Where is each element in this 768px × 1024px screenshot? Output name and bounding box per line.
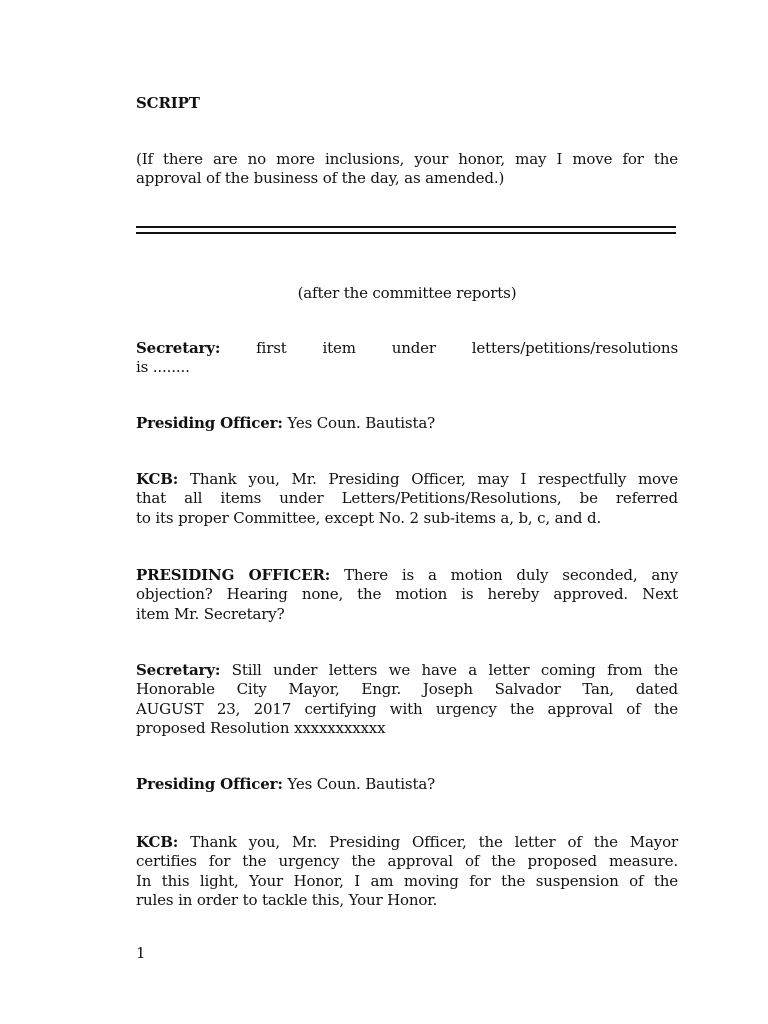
entry-text: Yes Coun. Bautista? xyxy=(287,414,436,432)
entry-line: that all items under Letters/Petitions/Resolutions, be referred xyxy=(136,489,678,508)
entry-line: is ........ xyxy=(136,358,190,377)
entry-first-line xyxy=(136,414,678,433)
entry-text: Thank you, Mr. Presiding Officer, may I respectfully move xyxy=(189,470,678,488)
entry-text: Thank you, Mr. Presiding Officer, the letter of the Mayor xyxy=(190,833,678,851)
dialogue-entry xyxy=(136,661,678,738)
title-text: SCRIPT xyxy=(136,94,200,112)
entry-line: objection? Hearing none, the motion is hereby approved. Next xyxy=(136,585,678,604)
speaker-label: Presiding Officer: xyxy=(136,775,283,793)
entry-first-line xyxy=(136,775,678,794)
page-number: 1 xyxy=(136,944,146,962)
dialogue-entry xyxy=(136,470,678,528)
speaker-label: KCB: xyxy=(136,470,179,488)
entry-line: AUGUST 23, 2017 certifying with urgency the approval of the xyxy=(136,699,678,718)
entry-line: certifies for the urgency the approval of the proposed measure. xyxy=(136,852,678,871)
entry-line: In this light, Your Honor, I am moving for the suspension of the xyxy=(136,871,678,890)
speaker-label: KCB: xyxy=(136,833,179,851)
dialogue-entry xyxy=(136,339,678,378)
entry-line: Honorable City Mayor, Engr. Joseph Salvador Tan, dated xyxy=(136,680,678,699)
intro-line: approval of the business of the day, as amended.) xyxy=(136,169,505,188)
section-note-text: (after the committee reports) xyxy=(297,284,517,302)
intro-paragraph xyxy=(136,150,678,189)
speaker-label: PRESIDING OFFICER: xyxy=(136,566,331,584)
document-title xyxy=(136,94,678,113)
entry-first-line xyxy=(136,339,678,358)
speaker-label: Presiding Officer: xyxy=(136,414,283,432)
entry-text: Still under letters we have a letter coming from the xyxy=(231,661,679,679)
dialogue-entry xyxy=(136,414,678,433)
entry-text: Yes Coun. Bautista? xyxy=(287,775,436,793)
entry-line: item Mr. Secretary? xyxy=(136,604,285,623)
entry-line: proposed Resolution xxxxxxxxxxx xyxy=(136,718,386,737)
entry-line: to its proper Committee, except No. 2 sub-items a, b, c, and d. xyxy=(136,508,602,527)
speaker-label: Secretary: xyxy=(136,339,221,357)
entry-text: There is a motion duly seconded, any xyxy=(344,566,678,584)
dialogue-entry xyxy=(136,833,678,910)
section-note xyxy=(136,284,678,303)
entry-first-line xyxy=(136,661,678,680)
entry-first-line xyxy=(136,566,678,585)
entry-first-line xyxy=(136,470,678,489)
speaker-label: Secretary: xyxy=(136,661,221,679)
entry-line: rules in order to tackle this, Your Honor. xyxy=(136,890,438,909)
entry-first-line xyxy=(136,833,678,852)
equals-divider xyxy=(136,226,676,234)
dialogue-entry xyxy=(136,566,678,624)
intro-line: (If there are no more inclusions, your honor, may I move for the xyxy=(136,150,678,168)
entry-text: first item under letters/petitions/resolutions xyxy=(256,339,678,357)
dialogue-entry xyxy=(136,775,678,794)
